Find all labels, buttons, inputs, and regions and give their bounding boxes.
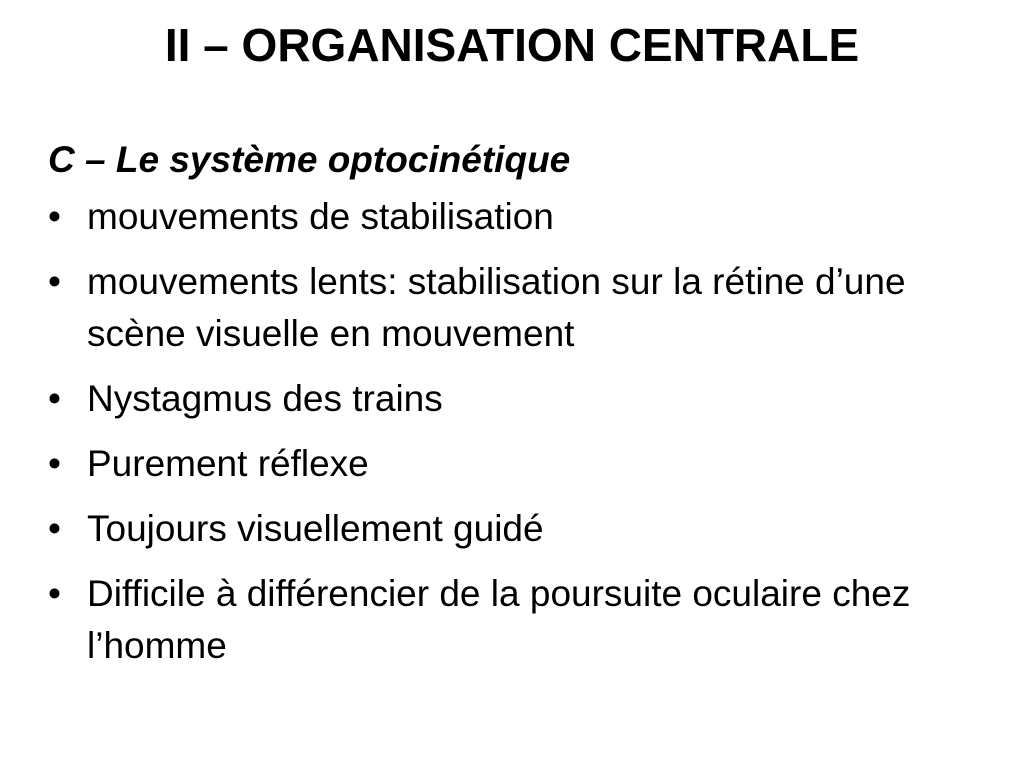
section-subheading: C – Le système optocinétique — [48, 139, 571, 180]
bullet-item — [48, 191, 988, 243]
bullet-text: Purement réflexe — [87, 443, 369, 484]
bullet-item — [48, 256, 988, 360]
slide-content — [48, 134, 988, 685]
bullet-item — [48, 503, 988, 555]
bullet-marker: • — [48, 573, 61, 614]
bullet-marker: • — [48, 443, 61, 484]
bullet-marker: • — [48, 378, 61, 419]
bullet-text: mouvements lents: stabilisation sur la rétine d’une scène visuelle en mouvement — [87, 261, 906, 354]
bullet-text: Toujours visuellement guidé — [87, 508, 544, 549]
bullet-item — [48, 568, 988, 672]
bullet-marker: • — [48, 196, 61, 237]
bullet-list — [48, 191, 988, 672]
bullet-text: Nystagmus des trains — [87, 378, 443, 419]
bullet-marker: • — [48, 261, 61, 302]
bullet-text: Difficile à différencier de la poursuite oculaire chez l’homme — [87, 573, 911, 666]
slide-title: II – ORGANISATION CENTRALE — [164, 19, 860, 71]
bullet-item — [48, 373, 988, 425]
bullet-marker: • — [48, 508, 61, 549]
bullet-item — [48, 438, 988, 490]
bullet-text: mouvements de stabilisation — [87, 196, 554, 237]
